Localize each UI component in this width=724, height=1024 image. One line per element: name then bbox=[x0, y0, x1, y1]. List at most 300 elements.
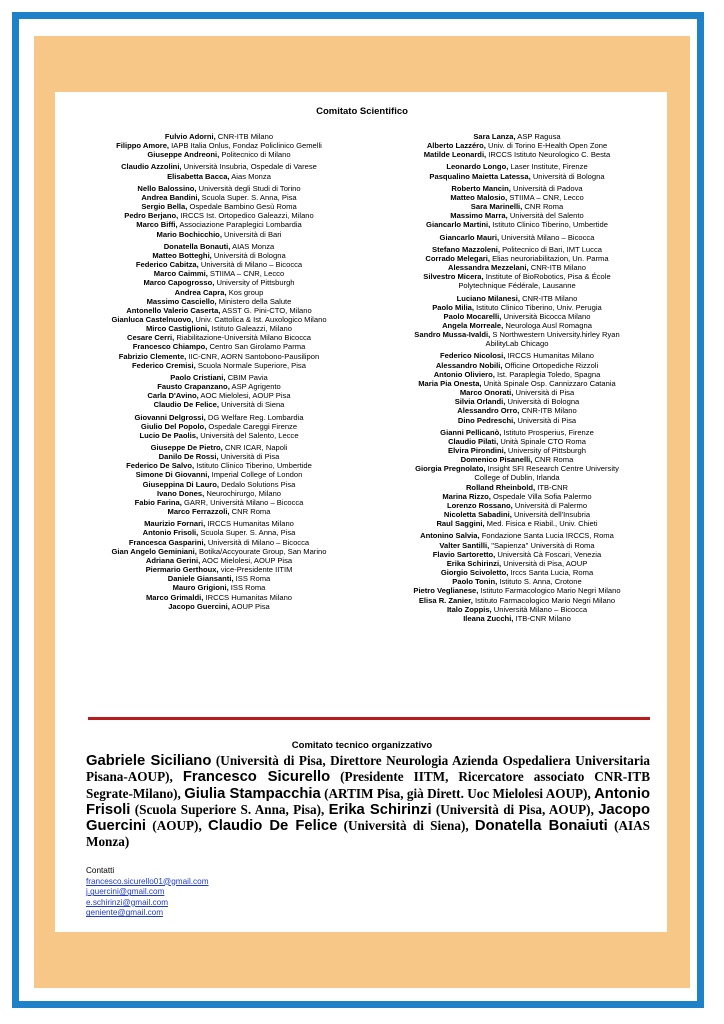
member-affiliation: Neurochirurgo, Milano bbox=[204, 488, 282, 498]
member-affiliation: Istituto Farmacologico Mario Negri Milano bbox=[478, 586, 621, 596]
committee-member bbox=[88, 211, 350, 220]
member-name: Sandro Mussa-Ivaldi, bbox=[414, 330, 491, 340]
member-name: Paolo Tonin, bbox=[452, 577, 498, 587]
committee-member bbox=[372, 172, 662, 181]
organizer-affiliation: (Università di Pisa, Direttore Neurologia Azienda Ospedaliera Universitaria Pisana-AOUP), bbox=[86, 753, 650, 785]
member-affiliation: Dedalo Solutions Pisa bbox=[218, 479, 296, 489]
committee-member bbox=[372, 559, 662, 568]
member-name: Cesare Cerri, bbox=[126, 333, 175, 343]
committee-member bbox=[372, 361, 662, 370]
member-affiliation: STIIMA – CNR, Lecco bbox=[207, 269, 285, 279]
scientific-committee-right-column bbox=[372, 132, 662, 623]
member-affiliation: CNR Roma bbox=[229, 507, 271, 517]
member-affiliation: Università di Pisa bbox=[218, 452, 280, 462]
committee-member bbox=[88, 242, 350, 251]
member-name: Giorgia Pregnolato, bbox=[415, 464, 486, 474]
member-name: Marina Rizzo, bbox=[442, 491, 491, 501]
member-affiliation: ISS Roma bbox=[228, 583, 266, 593]
organizer-affiliation: (AOUP), bbox=[146, 818, 209, 834]
member-affiliation: Ospedale Villa Sofia Palermo bbox=[490, 491, 592, 501]
committee-member bbox=[88, 172, 350, 181]
member-name: Stefano Mazzoleni, bbox=[432, 244, 500, 254]
member-name: Lorenzo Rossano, bbox=[446, 500, 513, 510]
committee-member bbox=[88, 373, 350, 382]
member-name: Luciano Milanesi, bbox=[456, 293, 520, 303]
committee-member bbox=[88, 431, 350, 440]
member-name: Angela Morreale, bbox=[442, 320, 504, 330]
organizer-name: Antonio Frisoli bbox=[86, 785, 650, 818]
member-name: Giuseppe De Pietro, bbox=[150, 443, 223, 452]
committee-member bbox=[88, 306, 350, 315]
member-affiliation: Università di Pisa, AOUP bbox=[501, 558, 588, 568]
email-link[interactable]: j.guercini@gmail.com bbox=[86, 887, 165, 897]
member-affiliation: Università di Siena bbox=[218, 400, 285, 410]
member-affiliation: Insight SFI Research Centre University bbox=[485, 464, 619, 474]
committee-member bbox=[88, 556, 350, 565]
member-affiliation: CNR ICAR, Napoli bbox=[222, 443, 288, 452]
member-affiliation: Irccs Santa Lucia, Roma bbox=[508, 568, 594, 578]
member-name: Dino Pedreschi, bbox=[457, 415, 516, 425]
committee-member bbox=[88, 528, 350, 537]
member-name: Leonardo Longo, bbox=[446, 162, 509, 172]
committee-member bbox=[372, 245, 662, 254]
committee-member bbox=[372, 370, 662, 379]
organizer-name: Francesco Sicurello bbox=[182, 769, 331, 786]
member-name: Massimo Casciello, bbox=[146, 296, 217, 306]
committee-member bbox=[88, 547, 350, 556]
committee-member bbox=[372, 464, 662, 473]
member-affiliation: Laser Institute, Firenze bbox=[508, 162, 588, 172]
member-affiliation: Ministero della Salute bbox=[216, 296, 292, 306]
member-affiliation: Istituto Clinico Tiberino, Umbertide bbox=[194, 461, 312, 471]
committee-member bbox=[372, 312, 662, 321]
member-affiliation: IRCCS Humanitas Milano bbox=[203, 592, 293, 602]
committee-member bbox=[372, 416, 662, 425]
member-affiliation: Univ. di Torino E-Health Open Zone bbox=[485, 141, 608, 151]
committee-member bbox=[88, 230, 350, 239]
member-name: Sara Marinelli, bbox=[470, 202, 523, 212]
member-name: Gianni Pellicanò, bbox=[440, 427, 502, 437]
member-name: Andrea Bandini, bbox=[141, 192, 200, 202]
member-name: Gian Angelo Geminiani, bbox=[111, 546, 197, 556]
committee-member bbox=[372, 330, 662, 339]
committee-member bbox=[372, 388, 662, 397]
committee-member bbox=[88, 602, 350, 611]
member-affiliation: Università di Bologna bbox=[505, 397, 580, 407]
member-name: Fulvio Adorni, bbox=[164, 132, 216, 141]
member-affiliation: CNR-ITB Milano bbox=[528, 263, 586, 273]
committee-member bbox=[88, 202, 350, 211]
member-name: Claudio Pilati, bbox=[448, 436, 499, 446]
committee-member bbox=[88, 132, 350, 141]
member-name: Giuseppe Andreoni, bbox=[147, 150, 220, 160]
member-name: Pietro Veglianese, bbox=[413, 586, 479, 596]
committee-member bbox=[88, 519, 350, 528]
member-name: Federico De Salvo, bbox=[126, 461, 195, 471]
member-affiliation: "Sapienza" Università di Roma bbox=[489, 540, 595, 550]
member-affiliation: AOC Mielolesi, AOUP Pisa bbox=[200, 555, 293, 565]
member-name: Sara Lanza, bbox=[473, 132, 516, 141]
committee-member bbox=[372, 162, 662, 171]
committee-member bbox=[372, 406, 662, 415]
member-name: Francesco Chiampo, bbox=[132, 342, 208, 352]
committee-member bbox=[372, 568, 662, 577]
committee-member bbox=[372, 473, 662, 482]
committee-member bbox=[88, 443, 350, 452]
member-name: Carla D'Avino, bbox=[147, 391, 199, 401]
member-affiliation: STIIMA – CNR, Lecco bbox=[507, 192, 584, 202]
committee-member bbox=[88, 538, 350, 547]
member-affiliation: Unità Spinale Osp. Cannizzaro Catania bbox=[481, 378, 616, 388]
member-affiliation: Scuola Super. S. Anna, Pisa bbox=[198, 528, 296, 538]
member-affiliation: CNR Roma bbox=[522, 202, 564, 212]
committee-member bbox=[372, 614, 662, 623]
email-link[interactable]: geniente@gmail.com bbox=[86, 908, 164, 918]
member-name: Mirco Castiglioni, bbox=[145, 324, 210, 334]
committee-member bbox=[88, 288, 350, 297]
member-affiliation: vice-Presidente IITIM bbox=[218, 565, 293, 575]
member-affiliation: Università di Palermo bbox=[512, 500, 588, 510]
member-name: Raul Saggini, bbox=[436, 519, 485, 529]
organizer-name: Gabriele Siciliano bbox=[86, 753, 212, 769]
member-affiliation: Med. Fisica e Riabil., Univ. Chieti bbox=[484, 519, 598, 529]
member-affiliation: Università di Milano – Bicocca bbox=[205, 537, 310, 547]
member-affiliation: ASP Ragusa bbox=[515, 132, 561, 141]
member-affiliation: Polytechnique Fédérale, Lausanne bbox=[458, 281, 576, 291]
member-name: Corrado Melegari, bbox=[425, 253, 490, 263]
member-name: Silvia Orlandi, bbox=[454, 397, 506, 407]
committee-member bbox=[88, 278, 350, 287]
member-affiliation: Università Milano – Bicocca bbox=[499, 232, 595, 242]
member-name: Matteo Botteghi, bbox=[152, 250, 212, 260]
committee-member bbox=[372, 150, 662, 159]
member-name: Marco Ferrazzoli, bbox=[167, 507, 230, 517]
member-name: Ivano Dones, bbox=[156, 488, 205, 498]
committee-member bbox=[372, 263, 662, 272]
committee-member bbox=[88, 184, 350, 193]
committee-member bbox=[372, 184, 662, 193]
committee-member bbox=[372, 397, 662, 406]
member-affiliation: ISS Roma bbox=[233, 574, 271, 584]
member-name: Massimo Marra, bbox=[450, 211, 508, 221]
member-name: Federico Cabitza, bbox=[135, 260, 199, 270]
member-affiliation: Politecnico di Bari, IMT Lucca bbox=[499, 244, 602, 254]
organizer-affiliation: (Università di Siena), bbox=[337, 818, 475, 834]
section-divider bbox=[88, 717, 650, 720]
member-affiliation: Università degli Studi di Torino bbox=[196, 183, 301, 193]
organizer-name: Claudio De Felice bbox=[208, 818, 338, 835]
committee-member bbox=[372, 339, 662, 348]
member-name: Giulio Del Popolo, bbox=[140, 421, 207, 431]
member-name: Marco Biffi, bbox=[136, 220, 178, 230]
committee-member bbox=[372, 233, 662, 242]
member-name: Francesca Gasparini, bbox=[128, 537, 206, 547]
committee-member bbox=[88, 461, 350, 470]
member-name: Maurizio Fornari, bbox=[144, 519, 206, 529]
member-affiliation: Fondazione Santa Lucia IRCCS, Roma bbox=[479, 531, 614, 541]
committee-member bbox=[88, 452, 350, 461]
committee-member bbox=[88, 162, 350, 171]
member-affiliation: Centro San Girolamo Parma bbox=[207, 342, 306, 352]
committee-member bbox=[372, 541, 662, 550]
member-name: Elvira Pirondini, bbox=[448, 446, 506, 455]
member-affiliation: IAPB Italia Onlus, Fondaz Policlinico Gemelli bbox=[169, 141, 322, 151]
member-affiliation: University of Pittsburgh bbox=[214, 278, 295, 288]
member-affiliation: Aias Monza bbox=[229, 171, 271, 181]
member-affiliation: Associazione Paraplegici Lombardia bbox=[177, 220, 302, 230]
member-name: Erika Schirinzi, bbox=[446, 558, 502, 568]
committee-member bbox=[88, 150, 350, 159]
committee-member bbox=[88, 269, 350, 278]
committee-member bbox=[372, 446, 662, 455]
scientific-committee-title: Comitato Scientifico bbox=[316, 106, 408, 117]
member-name: Italo Zoppis, bbox=[446, 604, 492, 614]
member-name: Maria Pia Onesta, bbox=[418, 378, 482, 388]
member-name: Giancarlo Martini, bbox=[426, 220, 491, 230]
committee-member bbox=[88, 422, 350, 431]
member-name: Marco Grimaldi, bbox=[145, 592, 204, 602]
committee-member bbox=[372, 492, 662, 501]
committee-member bbox=[372, 596, 662, 605]
member-affiliation: Scuola Super. S. Anna, Pisa bbox=[199, 192, 297, 202]
member-affiliation: ASP Agrigento bbox=[229, 382, 281, 392]
committee-member bbox=[88, 583, 350, 592]
member-affiliation: Università di Bari bbox=[221, 229, 282, 239]
member-name: Matteo Malosio, bbox=[450, 192, 508, 202]
member-name: Elisa R. Zanier, bbox=[418, 595, 473, 605]
committee-member bbox=[88, 498, 350, 507]
member-affiliation: AIAS Monza bbox=[230, 241, 275, 251]
member-affiliation: Università Insubria, Ospedale di Varese bbox=[181, 162, 317, 172]
member-name: Gianluca Castelnuovo, bbox=[111, 314, 194, 324]
member-affiliation: Università di Milano – Bicocca bbox=[198, 260, 303, 270]
member-name: Mario Bochicchio, bbox=[156, 229, 222, 239]
member-name: Filippo Amore, bbox=[116, 141, 170, 151]
committee-member bbox=[372, 531, 662, 540]
organizer-affiliation: (AIAS Monza) bbox=[86, 818, 650, 850]
member-affiliation: Kos group bbox=[226, 287, 264, 297]
member-name: Paolo Mocarelli, bbox=[443, 311, 502, 321]
member-affiliation: CNR-ITB Milano bbox=[519, 293, 578, 303]
contacts-block bbox=[86, 866, 209, 919]
member-name: Domenico Pisanelli, bbox=[460, 455, 533, 465]
committee-member bbox=[372, 510, 662, 519]
committee-member bbox=[88, 593, 350, 602]
member-name: Antonio Oliviero, bbox=[433, 369, 495, 379]
member-affiliation: ITB-CNR Milano bbox=[513, 613, 571, 623]
committee-member bbox=[372, 321, 662, 330]
member-name: Giancarlo Mauri, bbox=[439, 232, 500, 242]
member-affiliation: AOC Mielolesi, AOUP Pisa bbox=[198, 391, 291, 401]
member-name: Valter Santilli, bbox=[439, 540, 490, 550]
organizer-affiliation: (Scuola Superiore S. Anna, Pisa), bbox=[130, 801, 329, 817]
committee-member bbox=[88, 297, 350, 306]
member-affiliation: CNR-ITB Milano bbox=[519, 406, 577, 416]
committee-member bbox=[88, 352, 350, 361]
member-affiliation: Istituto S. Anna, Crotone bbox=[497, 577, 582, 587]
member-name: Jacopo Guercini, bbox=[168, 601, 230, 611]
organizer-name: Jacopo Guercini bbox=[86, 801, 650, 835]
member-name: Antonino Salvia, bbox=[420, 531, 480, 541]
committee-member bbox=[88, 193, 350, 202]
committee-member bbox=[372, 428, 662, 437]
member-name: Paolo Milia, bbox=[432, 302, 475, 312]
member-affiliation: AbilityLab Chicago bbox=[485, 339, 549, 349]
member-affiliation: Università di Pisa bbox=[513, 388, 575, 398]
member-name: Pasqualino Maietta Latessa, bbox=[429, 171, 531, 181]
member-name: Marco Capogrosso, bbox=[143, 278, 215, 288]
member-affiliation: Università di Bologna bbox=[211, 250, 286, 260]
committee-member bbox=[88, 333, 350, 342]
committee-member bbox=[88, 141, 350, 150]
member-name: Elisabetta Bacca, bbox=[167, 171, 230, 181]
member-affiliation: ITB-CNR bbox=[535, 482, 569, 492]
email-link[interactable]: francesco.sicurello01@gmail.com bbox=[86, 876, 209, 886]
member-affiliation: S Northwestern University.hirley Ryan bbox=[490, 330, 620, 340]
organizer-name: Donatella Bonaiuti bbox=[474, 818, 608, 835]
member-name: Claudio De Felice, bbox=[153, 400, 219, 410]
committee-member bbox=[88, 470, 350, 479]
organizer-name: Erika Schirinzi bbox=[328, 801, 432, 818]
member-affiliation: Università Bicocca Milano bbox=[501, 311, 591, 321]
committee-member bbox=[372, 294, 662, 303]
member-affiliation: Riabilitazione-Università Milano Bicocca bbox=[174, 333, 312, 343]
member-name: Antonello Valerio Caserta, bbox=[126, 305, 221, 315]
member-affiliation: IRCCS Humanitas Milano bbox=[505, 351, 595, 361]
committee-member bbox=[88, 565, 350, 574]
member-affiliation: Botika/Accyourate Group, San Marino bbox=[196, 546, 327, 556]
member-affiliation: Università Cà Foscari, Venezia bbox=[495, 549, 602, 559]
member-affiliation: Università di Pisa bbox=[515, 415, 577, 425]
organizing-committee-title: Comitato tecnico organizzativo bbox=[291, 740, 433, 751]
member-name: Giovanni Delgrossi, bbox=[134, 412, 206, 422]
committee-member bbox=[372, 550, 662, 559]
committee-member bbox=[372, 132, 662, 141]
committee-member bbox=[88, 324, 350, 333]
member-affiliation: Elias neuroriabilitazion, Un. Parma bbox=[489, 253, 609, 263]
committee-member bbox=[372, 193, 662, 202]
committee-member bbox=[88, 507, 350, 516]
committee-member bbox=[88, 391, 350, 400]
committee-member bbox=[372, 519, 662, 528]
organizer-affiliation: (Università di Pisa, AOUP), bbox=[431, 801, 599, 817]
committee-member bbox=[372, 586, 662, 595]
committee-member bbox=[88, 315, 350, 324]
member-affiliation: IRCCS Ist. Ortopedico Galeazzi, Milano bbox=[178, 211, 314, 221]
member-affiliation: CNR-ITB Milano bbox=[215, 132, 274, 141]
member-name: Giuseppina Di Lauro, bbox=[142, 479, 219, 489]
member-name: Alessandra Mezzelani, bbox=[447, 263, 529, 273]
member-affiliation: Istituto Farmacologico Mario Negri Milano bbox=[472, 595, 616, 605]
committee-member bbox=[372, 211, 662, 220]
committee-member bbox=[88, 400, 350, 409]
scientific-committee-left-column bbox=[88, 132, 350, 611]
member-name: Adriana Gerini, bbox=[145, 555, 201, 565]
member-name: Lucio De Paolis, bbox=[139, 430, 199, 440]
member-name: Ileana Zucchi, bbox=[463, 613, 514, 623]
member-affiliation: Istituto Prosperius, Firenze bbox=[501, 427, 594, 437]
member-name: Alessandro Orro, bbox=[457, 406, 520, 416]
member-name: Fausto Crapanzano, bbox=[157, 382, 230, 392]
member-affiliation: Università dell'Insubria bbox=[511, 510, 591, 520]
committee-member bbox=[372, 220, 662, 229]
member-affiliation: Università Milano – Bicocca bbox=[491, 604, 588, 614]
committee-member bbox=[372, 202, 662, 211]
member-affiliation: Università di Padova bbox=[510, 183, 583, 193]
member-affiliation: Imperial College of London bbox=[209, 470, 303, 480]
member-affiliation: GARR, Università Milano – Bicocca bbox=[181, 497, 304, 507]
member-affiliation: University of Pittsburgh bbox=[505, 446, 586, 455]
member-name: Pedro Berjano, bbox=[124, 211, 179, 221]
member-name: Mauro Grigioni, bbox=[172, 583, 229, 593]
committee-member bbox=[372, 437, 662, 446]
committee-member bbox=[372, 483, 662, 492]
member-affiliation: CNR Roma bbox=[532, 455, 574, 465]
committee-member bbox=[88, 480, 350, 489]
member-name: Nello Balossino, bbox=[137, 183, 197, 193]
member-name: Rolland Rheinbold, bbox=[465, 482, 536, 492]
member-name: Sergio Bella, bbox=[141, 202, 188, 212]
committee-member bbox=[88, 260, 350, 269]
committee-member bbox=[88, 220, 350, 229]
member-affiliation: Istituto Galeazzi, Milano bbox=[209, 324, 293, 334]
member-name: Matilde Leonardi, bbox=[423, 150, 487, 160]
committee-member bbox=[372, 303, 662, 312]
member-name: Federico Cremisi, bbox=[132, 360, 196, 370]
committee-member bbox=[372, 141, 662, 150]
member-name: Andrea Capra, bbox=[174, 287, 227, 297]
email-link[interactable]: e.schirinzi@gmail.com bbox=[86, 897, 169, 907]
member-affiliation: ASST G. Pini-CTO, Milano bbox=[220, 305, 312, 315]
member-name: Simone Di Giovanni, bbox=[135, 470, 210, 480]
member-name: Roberto Mancin, bbox=[451, 183, 511, 193]
member-name: Federico Nicolosi, bbox=[439, 351, 506, 361]
member-affiliation: Università del Salento bbox=[507, 211, 584, 221]
committee-member bbox=[88, 251, 350, 260]
member-name: Fabio Farina, bbox=[134, 497, 182, 507]
committee-member bbox=[372, 455, 662, 464]
member-name: Paolo Cristiani, bbox=[170, 372, 226, 382]
member-name: Piermario Gerthoux, bbox=[145, 565, 219, 575]
member-name: Fabrizio Clemente, bbox=[118, 351, 187, 361]
committee-member bbox=[372, 351, 662, 360]
member-affiliation: Ist. Paraplegia Toledo, Spagna bbox=[494, 369, 601, 379]
member-affiliation: College of Dublin, Irlanda bbox=[474, 473, 560, 483]
member-name: Antonio Frisoli, bbox=[142, 528, 199, 538]
committee-member bbox=[88, 413, 350, 422]
member-affiliation: Officine Ortopediche Rizzoli bbox=[502, 360, 599, 370]
member-affiliation: Scuola Normale Superiore, Pisa bbox=[195, 360, 306, 370]
member-name: Nicoletta Sabadini, bbox=[443, 510, 512, 520]
member-affiliation: Ospedale Careggi Firenze bbox=[206, 421, 298, 431]
member-affiliation: Ospedale Bambino Gesù Roma bbox=[187, 202, 297, 212]
committee-member bbox=[88, 574, 350, 583]
committee-member bbox=[372, 281, 662, 290]
member-name: Danilo De Rossi, bbox=[158, 452, 219, 462]
member-affiliation: Istituto Clinico Tiberino, Umbertide bbox=[490, 220, 608, 230]
committee-member bbox=[372, 254, 662, 263]
member-name: Alberto Lazzéro, bbox=[426, 141, 486, 151]
member-name: Marco Onorati, bbox=[459, 388, 514, 398]
member-affiliation: DG Welfare Reg. Lombardia bbox=[205, 412, 304, 422]
member-name: Claudio Azzolini, bbox=[121, 162, 182, 172]
committee-member bbox=[372, 605, 662, 614]
member-affiliation: Unità Spinale CTO Roma bbox=[498, 436, 586, 446]
member-affiliation: Politecnico di Milano bbox=[219, 150, 291, 160]
member-affiliation: IIC-CNR, AORN Santobono-Pausilipon bbox=[186, 351, 320, 361]
organizing-committee-members bbox=[86, 753, 650, 851]
member-name: Alessandro Nobili, bbox=[435, 360, 503, 370]
